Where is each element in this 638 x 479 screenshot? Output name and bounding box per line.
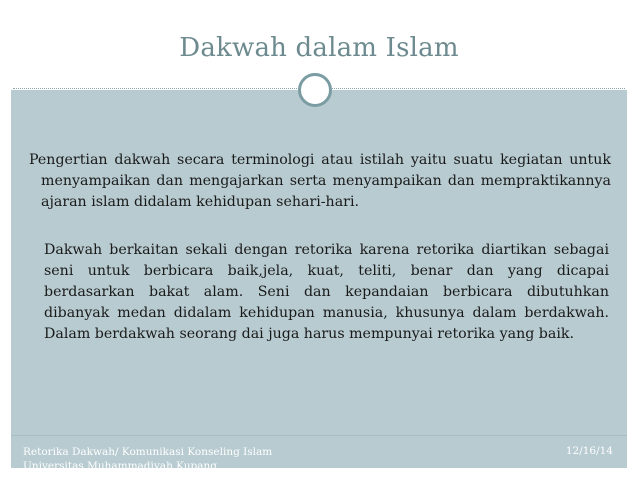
footer-course-info bbox=[23, 445, 323, 471]
content-area bbox=[11, 90, 627, 435]
slide-frame bbox=[11, 12, 627, 471]
bullet-icon bbox=[24, 240, 38, 261]
slide-title: Dakwah dalam Islam bbox=[179, 33, 459, 63]
footer-bar bbox=[11, 435, 627, 471]
rhetoric-paragraph: Dakwah berkaitan sekali dengan retorika karena retorika diartikan sebagai seni untuk berbicara baik,jela, kuat, teliti, benar dan yang dicapai berdasarkan bakat alam. Seni dan kepandaian berbicara dibutuhkan dibanyak medan didalam kehidupan manusia, khusunya dalam berdakwah. Dalam berdakwah seorang dai juga harus mempunyai retorika yang baik. bbox=[44, 242, 609, 342]
circle-ornament-icon bbox=[298, 73, 332, 107]
footer-course-title: Retorika Dakwah/ Komunikasi Konseling Islam bbox=[23, 446, 273, 458]
footer-institution: Universitas Muhammadiyah Kupang bbox=[23, 460, 218, 471]
footer-date: 12/16/14 bbox=[565, 445, 613, 457]
definition-paragraph: Pengertian dakwah secara terminologi atau istilah yaitu suatu kegiatan untuk menyampaikan dan mengajarkan serta menyampaikan dan mempraktikannya ajaran islam didalam kehidupan sehari-hari. bbox=[29, 152, 611, 210]
